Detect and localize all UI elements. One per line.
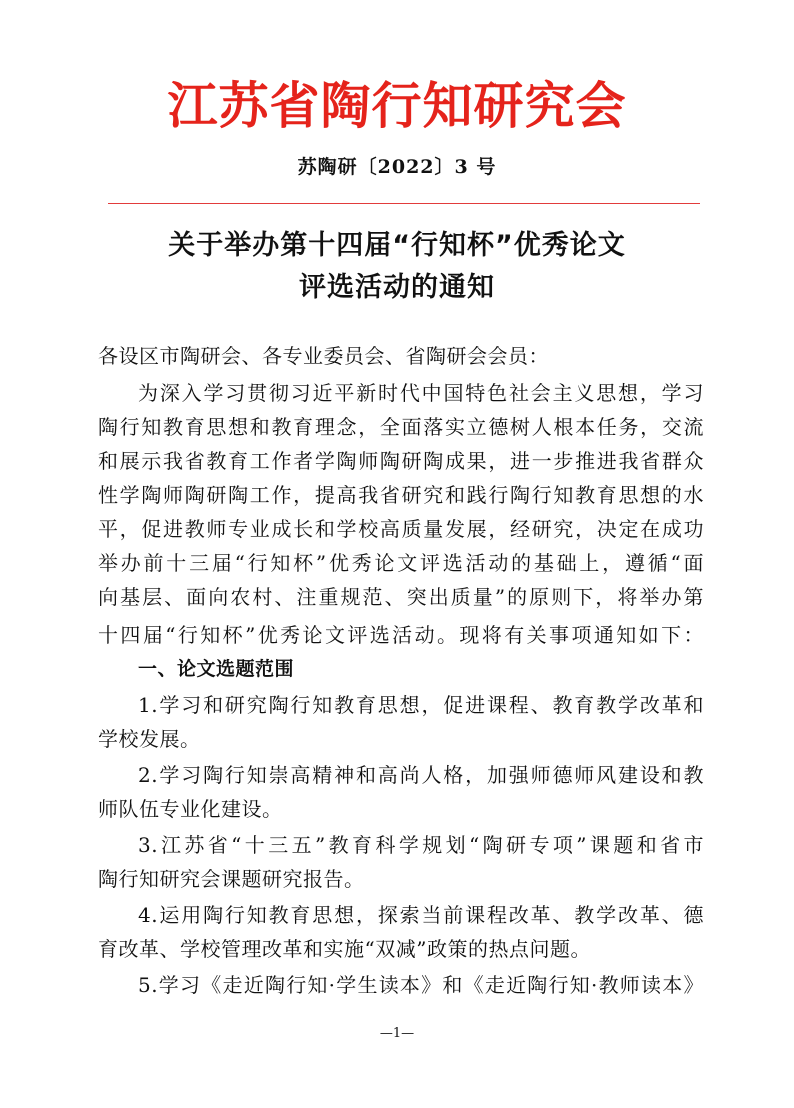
intro-line: 十四届“行知杯”优秀论文评选活动。现将有关事项通知如下： <box>98 623 704 647</box>
notice-title-line-2: 评选活动的通知 <box>299 272 495 303</box>
intro-line: 平，促进教师专业成长和学校高质量发展，经研究，决定在成功 <box>98 517 704 541</box>
section-heading: 一、论文选题范围 <box>138 658 295 680</box>
list-item-line: 师队伍专业化建设。 <box>98 797 283 821</box>
intro-line: 举办前十三届“行知杯”优秀论文评选活动的基础上，遵循“面 <box>98 551 704 575</box>
list-item-line: 5.学习《走近陶行知·学生读本》和《走近陶行知·教师读本》 <box>138 973 704 997</box>
list-item-line: 1.学习和研究陶行知教育思想，促进课程、教育教学改革和 <box>138 693 704 717</box>
document-number: 苏陶研〔2022〕3 号 <box>297 156 497 178</box>
page-number: —1— <box>379 1026 415 1041</box>
list-item-line: 2.学习陶行知崇高精神和高尚人格，加强师德师风建设和教 <box>138 763 704 787</box>
red-divider-line <box>108 203 700 204</box>
list-item-line: 育改革、学校管理改革和实施“双减”政策的热点问题。 <box>98 937 591 961</box>
organization-header: 江苏省陶行知研究会 <box>167 76 627 135</box>
intro-line: 陶行知教育思想和教育理念，全面落实立德树人根本任务，交流 <box>98 415 704 439</box>
notice-title-line-1: 关于举办第十四届“行知杯”优秀论文 <box>168 230 626 261</box>
list-item-line: 学校发展。 <box>98 727 201 751</box>
intro-line: 向基层、面向农村、注重规范、突出质量”的原则下，将举办第 <box>98 585 704 609</box>
salutation: 各设区市陶研会、各专业委员会、省陶研会会员： <box>98 344 549 368</box>
intro-line: 为深入学习贯彻习近平新时代中国特色社会主义思想，学习 <box>138 381 704 405</box>
list-item-line: 3.江苏省“十三五”教育科学规划“陶研专项”课题和省市 <box>138 833 704 857</box>
intro-line: 和展示我省教育工作者学陶师陶研陶成果，进一步推进我省群众 <box>98 449 704 473</box>
list-item-line: 4.运用陶行知教育思想，探索当前课程改革、教学改革、德 <box>138 903 704 927</box>
intro-line: 性学陶师陶研陶工作，提高我省研究和践行陶行知教育思想的水 <box>98 483 704 507</box>
list-item-line: 陶行知研究会课题研究报告。 <box>98 867 365 891</box>
